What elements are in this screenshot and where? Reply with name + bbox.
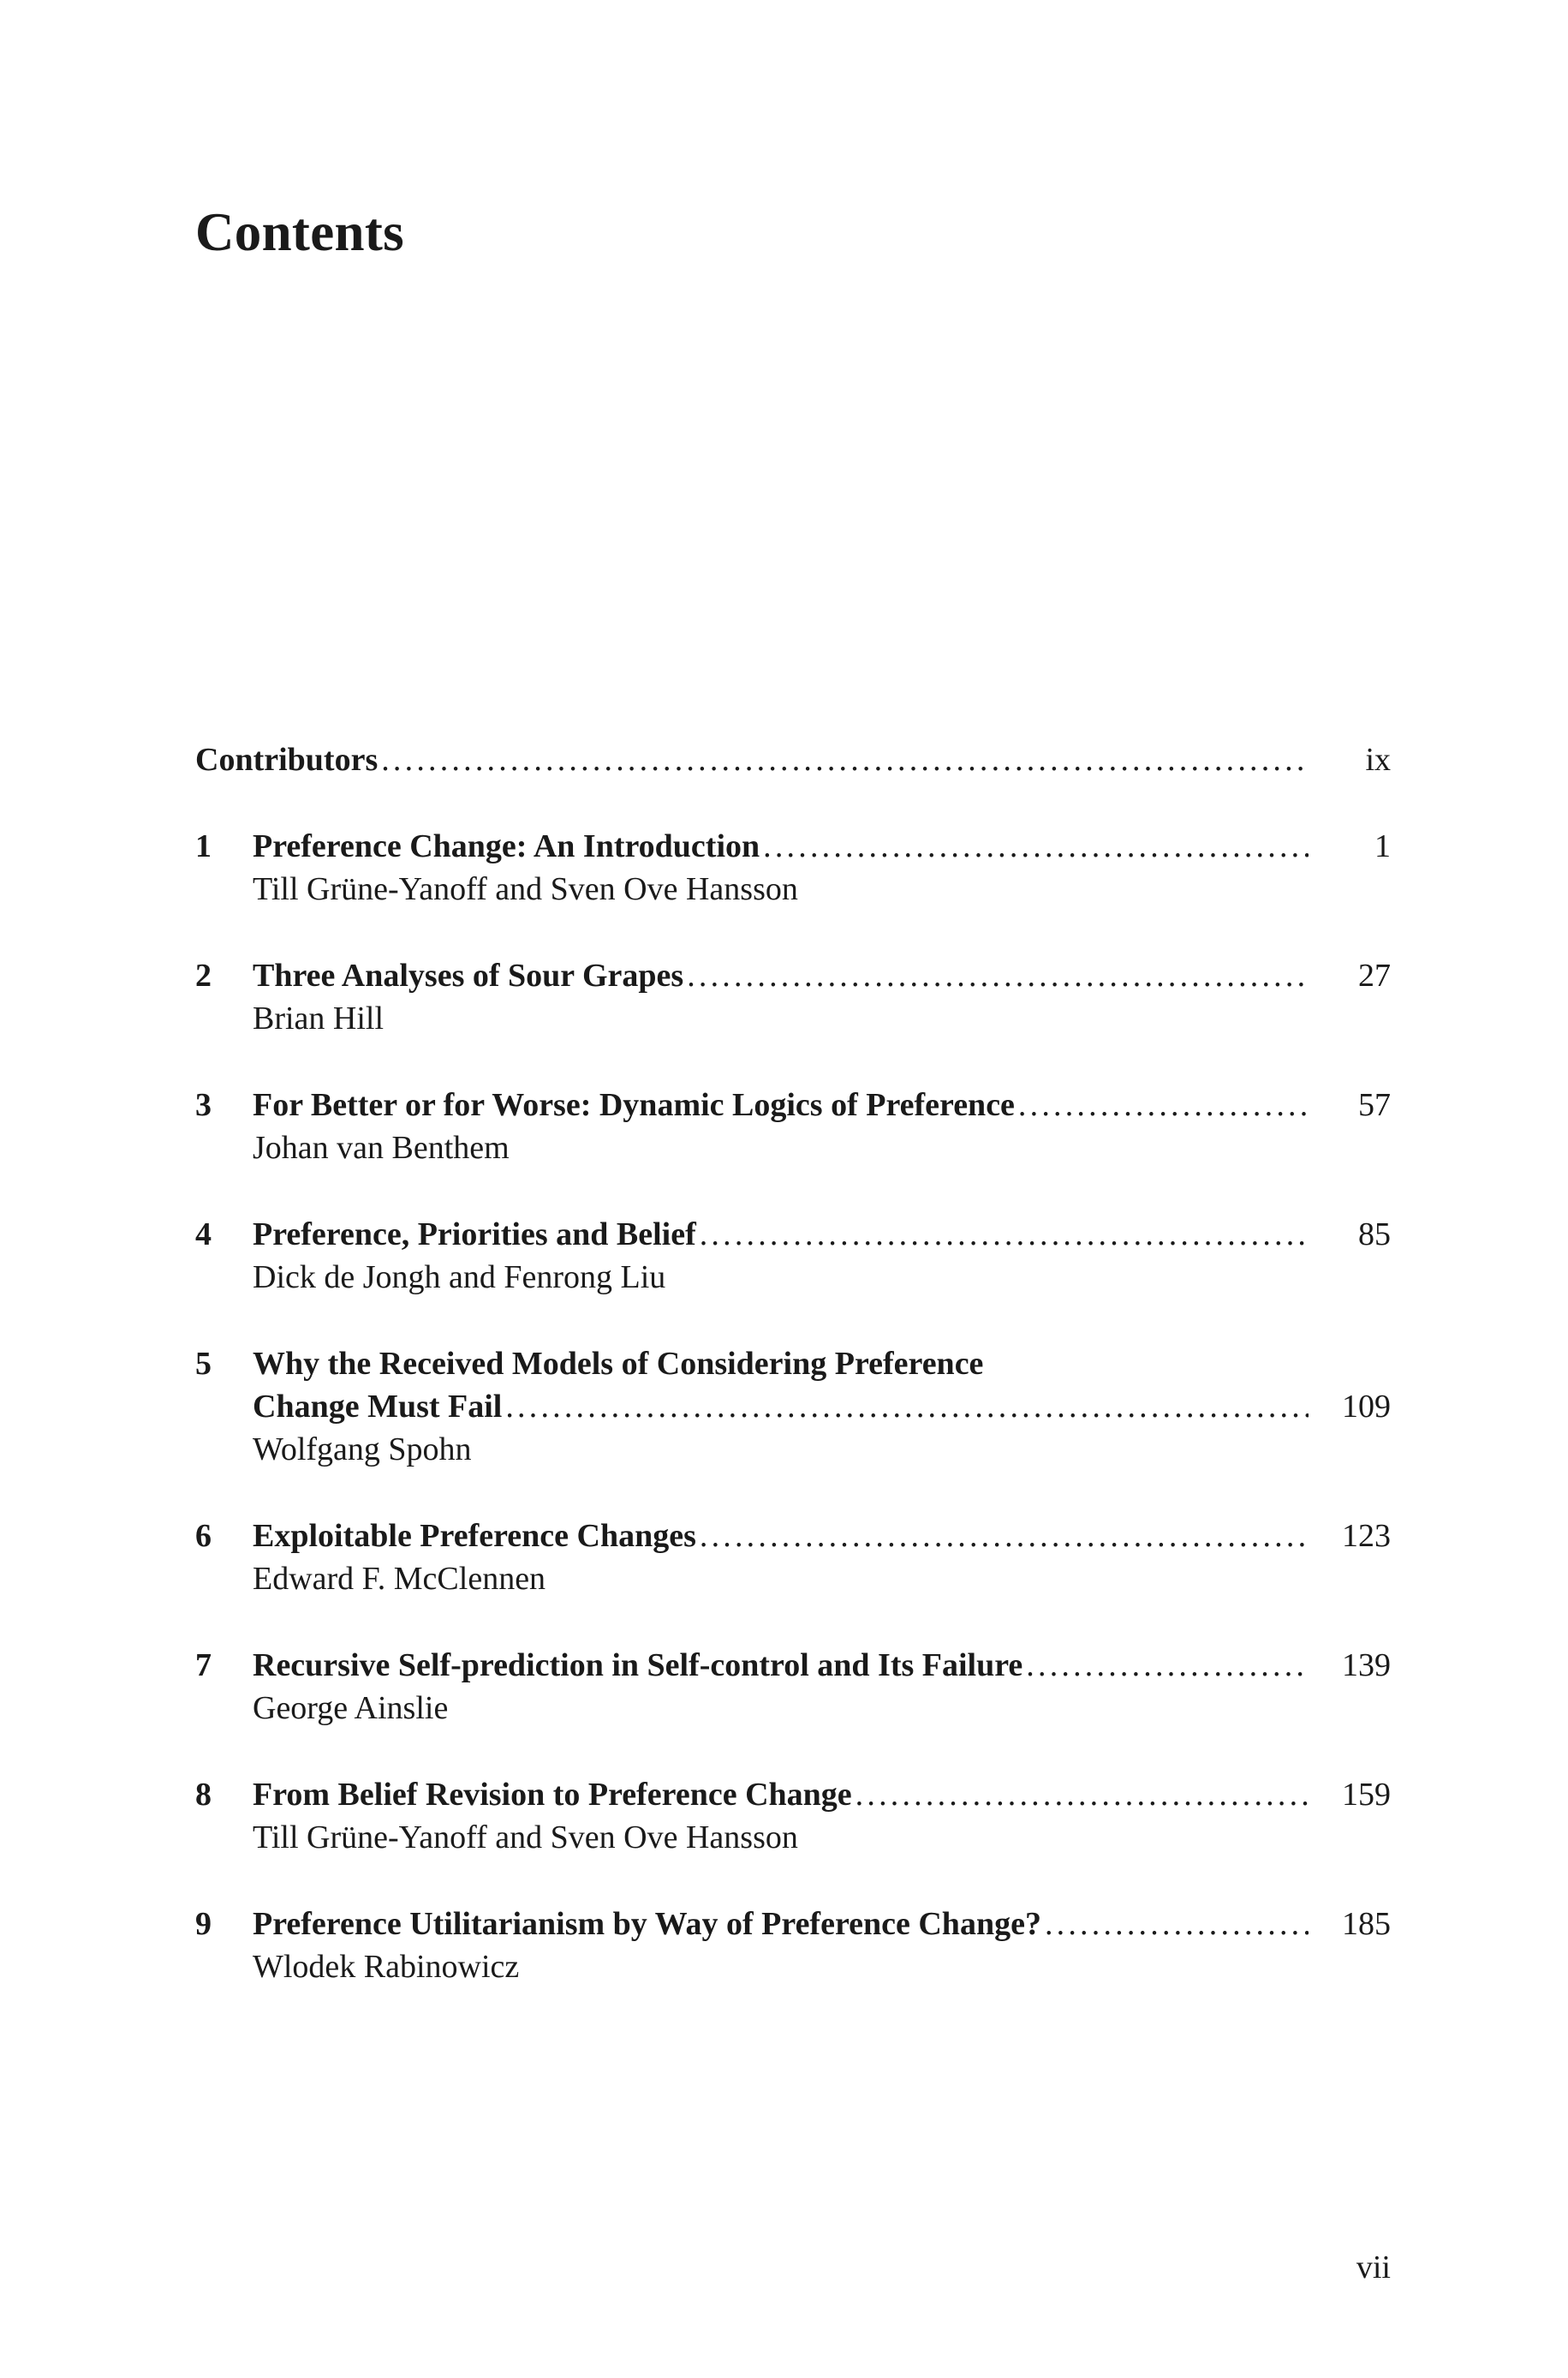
chapter-page: 57 (1358, 1087, 1391, 1123)
toc-entry-title: Contributors (195, 742, 379, 778)
chapter-number: 6 (195, 1518, 212, 1554)
chapter-title: Exploitable Preference Changes (253, 1518, 696, 1554)
chapter-title-line-2: Change Must Fail (253, 1389, 503, 1425)
chapter-page: 185 (1342, 1906, 1391, 1942)
chapter-number: 5 (195, 1346, 212, 1382)
toc-entry-line (195, 1644, 1391, 1687)
toc-entry-chapter-7[interactable] (195, 1644, 1391, 1730)
page-number: vii (1356, 2250, 1391, 2285)
chapter-number: 2 (195, 958, 212, 994)
dot-leader (381, 738, 1309, 781)
toc-entry-line (195, 1342, 1391, 1385)
chapter-title: For Better or for Worse: Dynamic Logics of Preference (253, 1087, 1015, 1123)
chapter-author: Till Grüne-Yanoff and Sven Ove Hansson (253, 871, 798, 907)
chapter-number: 4 (195, 1216, 212, 1252)
toc-entry-chapter-4[interactable] (195, 1213, 1391, 1299)
toc-entry-chapter-3[interactable] (195, 1084, 1391, 1169)
toc-entry-line (195, 1515, 1391, 1557)
chapter-page: 27 (1358, 958, 1391, 994)
chapter-page: 109 (1342, 1389, 1391, 1425)
toc-entry-chapter-2[interactable] (195, 954, 1391, 1040)
toc-entry-line (195, 954, 1391, 997)
toc-entry-line (195, 1773, 1391, 1816)
chapter-number: 9 (195, 1906, 212, 1942)
toc-entry-line (195, 1385, 1391, 1428)
chapter-author: Till Grüne-Yanoff and Sven Ove Hansson (253, 1819, 798, 1855)
chapter-title: Three Analyses of Sour Grapes (253, 958, 684, 994)
toc-entry-line (195, 1903, 1391, 1945)
toc-entry-chapter-6[interactable] (195, 1515, 1391, 1600)
toc-entry-page: ix (1365, 742, 1391, 778)
chapter-page: 139 (1342, 1647, 1391, 1683)
toc-entry-line (195, 825, 1391, 868)
toc-entry-chapter-9[interactable] (195, 1903, 1391, 1988)
toc-entry-line (195, 1213, 1391, 1256)
toc-entry-line (195, 738, 1391, 781)
page-title: Contents (195, 202, 404, 262)
dot-leader (856, 1773, 1309, 1816)
toc-entry-chapter-1[interactable] (195, 825, 1391, 911)
chapter-author: Johan van Benthem (253, 1130, 510, 1166)
chapter-number: 1 (195, 828, 212, 864)
dot-leader (700, 1213, 1309, 1256)
dot-leader (1018, 1084, 1309, 1126)
chapter-title-line-1: Why the Received Models of Considering Preference (253, 1346, 984, 1382)
dot-leader (505, 1385, 1309, 1428)
chapter-author: George Ainslie (253, 1690, 449, 1726)
toc-entry-contributors[interactable] (195, 738, 1391, 781)
chapter-page: 159 (1342, 1777, 1391, 1813)
chapter-author: Wlodek Rabinowicz (253, 1949, 520, 1985)
dot-leader (763, 825, 1309, 868)
chapter-title: Preference Utilitarianism by Way of Preference Change? (253, 1906, 1041, 1942)
chapter-number: 7 (195, 1647, 212, 1683)
chapter-title: Preference, Priorities and Belief (253, 1216, 696, 1252)
table-of-contents (195, 738, 1391, 1988)
chapter-title: From Belief Revision to Preference Change (253, 1777, 852, 1813)
chapter-author: Brian Hill (253, 1001, 385, 1037)
chapter-page: 1 (1374, 828, 1391, 864)
chapter-author: Wolfgang Spohn (253, 1431, 472, 1467)
toc-entry-chapter-8[interactable] (195, 1773, 1391, 1859)
chapter-page: 85 (1358, 1216, 1391, 1252)
chapter-title: Preference Change: An Introduction (253, 828, 760, 864)
chapter-number: 3 (195, 1087, 212, 1123)
chapter-number: 8 (195, 1777, 212, 1813)
dot-leader (1026, 1644, 1309, 1687)
toc-entry-chapter-5[interactable] (195, 1342, 1391, 1471)
chapter-title: Recursive Self-prediction in Self-control and Its Failure (253, 1647, 1023, 1683)
toc-entry-line (195, 1084, 1391, 1126)
dot-leader (1045, 1903, 1309, 1945)
dot-leader (700, 1515, 1309, 1557)
dot-leader (687, 954, 1309, 997)
chapter-author: Edward F. McClennen (253, 1561, 546, 1597)
chapter-author: Dick de Jongh and Fenrong Liu (253, 1259, 666, 1295)
chapter-page: 123 (1342, 1518, 1391, 1554)
